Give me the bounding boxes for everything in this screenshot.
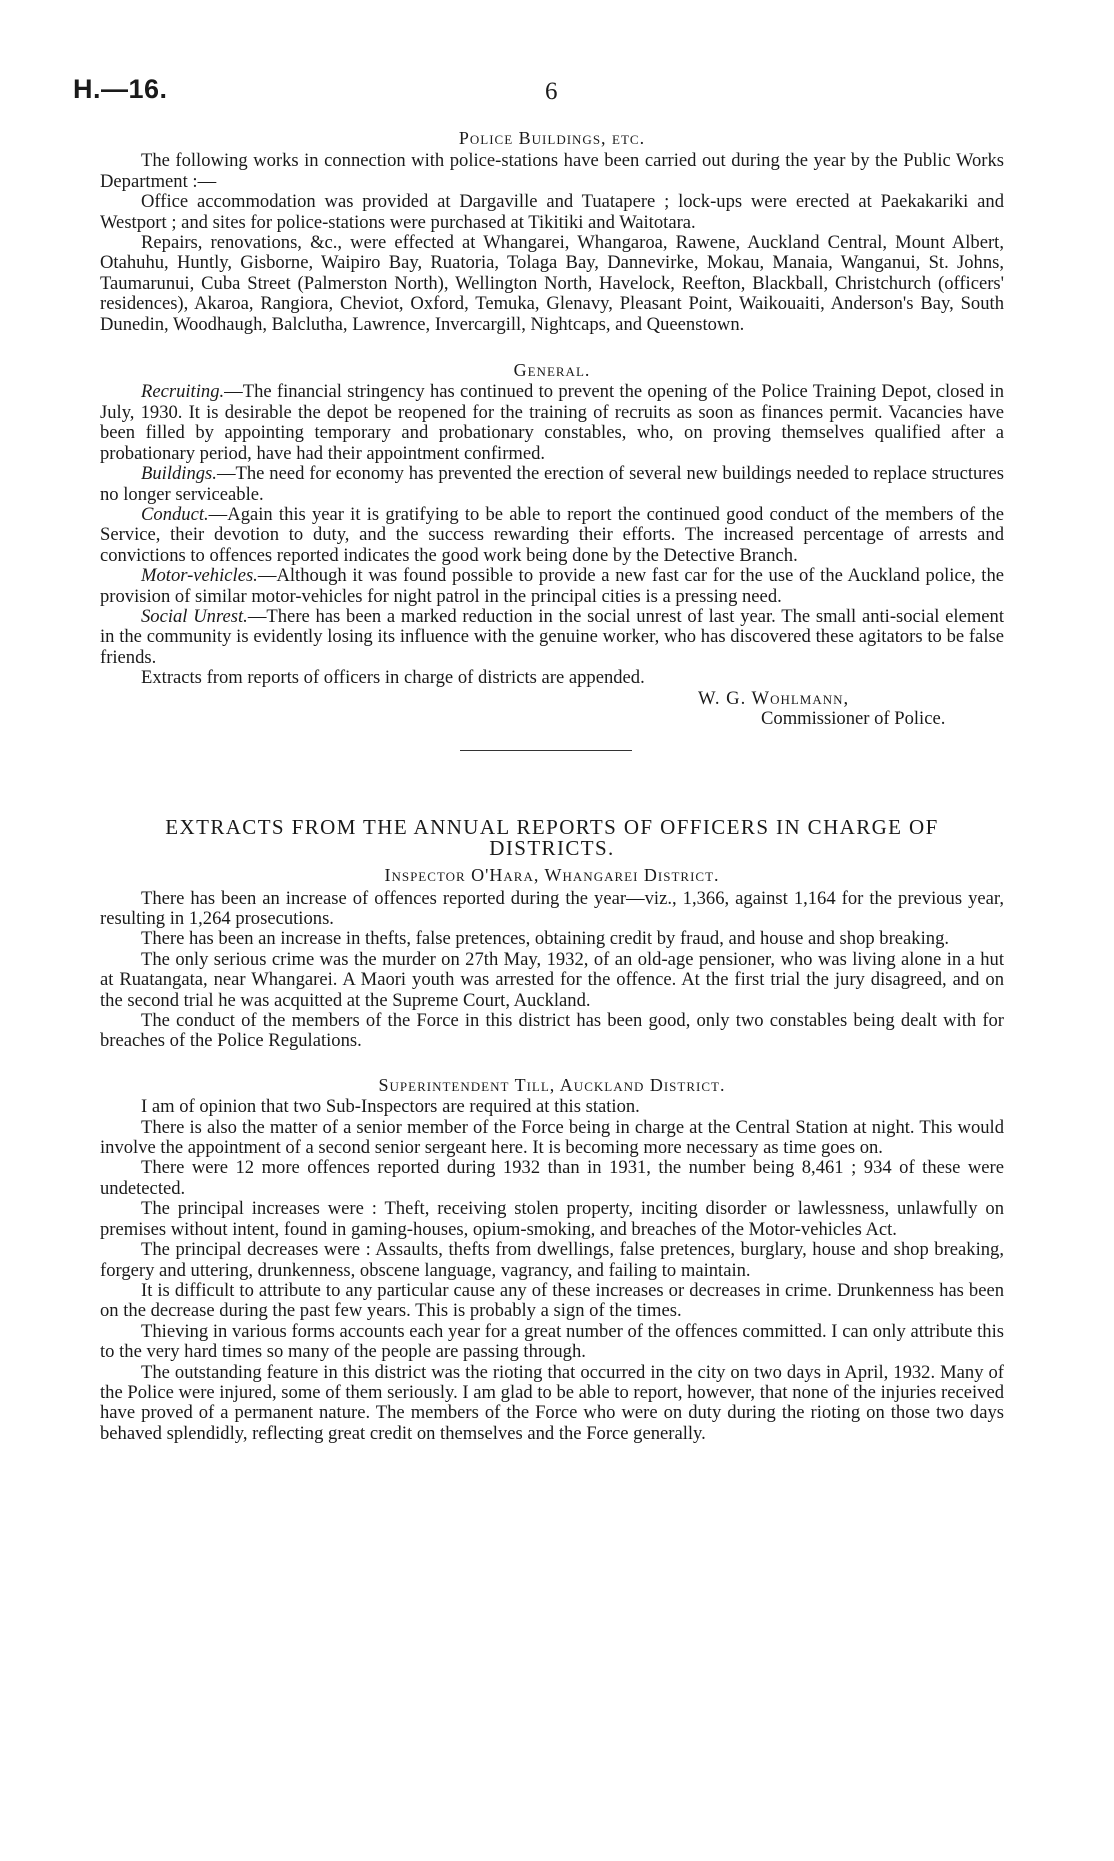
- paragraph: The conduct of the members of the Force in this district has been good, only two constables being dealt with for breaches of the Police Regulations.: [100, 1010, 1004, 1052]
- district-heading-auckland: Superintendent Till, Auckland District.: [378, 1074, 726, 1095]
- paragraph: Extracts from reports of officers in charge of districts are appended.: [141, 667, 645, 689]
- police-buildings-section: [100, 128, 1004, 335]
- paragraph: The only serious crime was the murder on 27th May, 1932, of an old-age pensioner, who was living alone in a hut at Ruatangata, near Whangarei. A Maori youth was arrested for the offence. At the first trial the jury disagreed, and on the second trial he was acquitted at the Supreme Court, Auckland.: [100, 948, 1004, 1011]
- page-body: [100, 128, 1004, 1444]
- general-section: [100, 360, 1004, 729]
- paragraph-label: Conduct.: [141, 503, 209, 525]
- paragraph: There is also the matter of a senior member of the Force being in charge at the Central Station at night. This would involve the appointment of a second senior sergeant here. It is becoming more necessary as time goes on.: [100, 1116, 1004, 1159]
- section-heading: Police Buildings, etc.: [458, 128, 646, 148]
- paragraph-text: —There has been a marked reduction in the social unrest of last year. The small anti-social element in the community is evidently losing its influence with the genuine worker, who has discovered these agitators to be false friends.: [100, 605, 1004, 668]
- paragraph-recruiting: [100, 382, 1004, 464]
- paragraph-label: Recruiting.: [141, 381, 225, 403]
- paragraph: It is difficult to attribute to any particular cause any of these increases or decreases in crime. Drunkenness has been on the decrease during the past few years. This is probably a sign of the times.: [100, 1279, 1004, 1322]
- paragraph: There has been an increase in thefts, false pretences, obtaining credit by fraud, and house and shop breaking.: [141, 928, 950, 950]
- paragraph: Thieving in various forms accounts each year for a great number of the offences committed. I can only attribute this to the very hard times so many of the people are passing through.: [100, 1320, 1004, 1363]
- paragraph-text: —Although it was found possible to provide a new fast car for the use of the Auckland police, the provision of similar motor-vehicles for night patrol in the principal cities is a pressing need.: [100, 565, 1004, 607]
- paragraph-label: Motor-vehicles.: [141, 565, 258, 587]
- extracts-section: [100, 817, 1004, 1444]
- paragraph: There were 12 more offences reported during 1932 than in 1931, the number being 8,461 ; 934 of these were undetected.: [100, 1157, 1004, 1199]
- signature-title: Commissioner of Police.: [761, 707, 946, 729]
- paragraph: I am of opinion that two Sub-Inspectors are required at this station.: [141, 1096, 640, 1118]
- paragraph: The following works in connection with police-stations have been carried out during the year by the Public Works Department :—: [100, 150, 1004, 192]
- paragraph-label: Buildings.: [141, 463, 217, 485]
- paragraph: The principal decreases were : Assaults, thefts from dwellings, false pretences, burglary, house and shop breaking, forgery and uttering, drunkenness, obscene language, vagrancy, and failing to maintain.: [100, 1239, 1004, 1281]
- paragraph-text: —The financial stringency has continued to prevent the opening of the Police Training Depot, closed in July, 1930. It is desirable the depot be reopened for the training of recruits as soon as finances permit. Vacancies have been filled by appointing temporary and probationary constables, who, on proving themselves qualified after a probationary period, have had their appointment confirmed.: [100, 381, 1004, 464]
- extracts-title: EXTRACTS FROM THE ANNUAL REPORTS OF OFFICERS IN CHARGE OF DISTRICTS.: [165, 815, 939, 860]
- section-heading: General.: [513, 360, 591, 381]
- paragraph-text: —Again this year it is gratifying to be able to report the continued good conduct of the members of the Service, their devotion to duty, and the success rewarding their efforts. The increased percentage of arrests and convictions to offences reported indicates the good work being done by the Detective Branch.: [100, 503, 1004, 566]
- paragraph-label: Social Unrest.: [141, 605, 248, 627]
- paragraph: Office accommodation was provided at Dargaville and Tuatapere ; lock-ups were erected at Paekakariki and Westport ; and sites for police-stations were purchased at Tikitiki and Waitotara.: [100, 191, 1004, 233]
- paragraph-conduct: [100, 505, 1004, 566]
- paragraph: Repairs, renovations, &c., were effected at Whangarei, Whangaroa, Rawene, Auckland Central, Mount Albert, Otahuhu, Huntly, Gisborne, Waipiro Bay, Ruatoria, Tolaga Bay, Dannevirke, Mokau, Manaia, Wanganui, St. Johns, Taumarunui, Cuba Street (Palmerston North), Wellington North, Havelock, Reefton, Blackball, Christchurch (officers' residences), Akaroa, Rangiora, Cheviot, Oxford, Temuka, Glenavy, Pleasant Point, Waikouaiti, Anderson's Bay, South Dunedin, Woodhaugh, Balclutha, Lawrence, Invercargill, Nightcaps, and Queenstown.: [100, 232, 1004, 335]
- paragraph: There has been an increase of offences reported during the year—viz., 1,366, against 1,164 for the previous year, resulting in 1,264 prosecutions.: [100, 887, 1004, 929]
- paragraph-buildings: [100, 464, 1004, 505]
- section-divider: [460, 750, 632, 751]
- paragraph: The outstanding feature in this district was the rioting that occurred in the city on two days in April, 1932. Many of the Police were injured, some of them seriously. I am glad to be able to report, however, that none of the injuries received have proved of a permanent nature. The members of the Force who were on duty during the rioting on those two days behaved splendidly, reflecting great credit on themselves and the Force generally.: [100, 1361, 1004, 1444]
- paragraph: The principal increases were : Theft, receiving stolen property, inciting disorder or lawlessness, unlawfully on premises without intent, found in gaming-houses, opium-smoking, and breaches of the Motor-vehicles Act.: [100, 1198, 1004, 1240]
- paragraph-text: —The need for economy has prevented the erection of several new buildings needed to replace structures no longer serviceable.: [100, 463, 1004, 505]
- signature-name: W. G. Wohlmann,: [698, 687, 850, 709]
- page-number: 6: [545, 78, 558, 105]
- paragraph-social-unrest: [100, 607, 1004, 668]
- document-reference: H.—16.: [73, 74, 168, 104]
- district-heading-whangarei: Inspector O'Hara, Whangarei District.: [384, 865, 720, 886]
- paragraph-motor-vehicles: [100, 566, 1004, 607]
